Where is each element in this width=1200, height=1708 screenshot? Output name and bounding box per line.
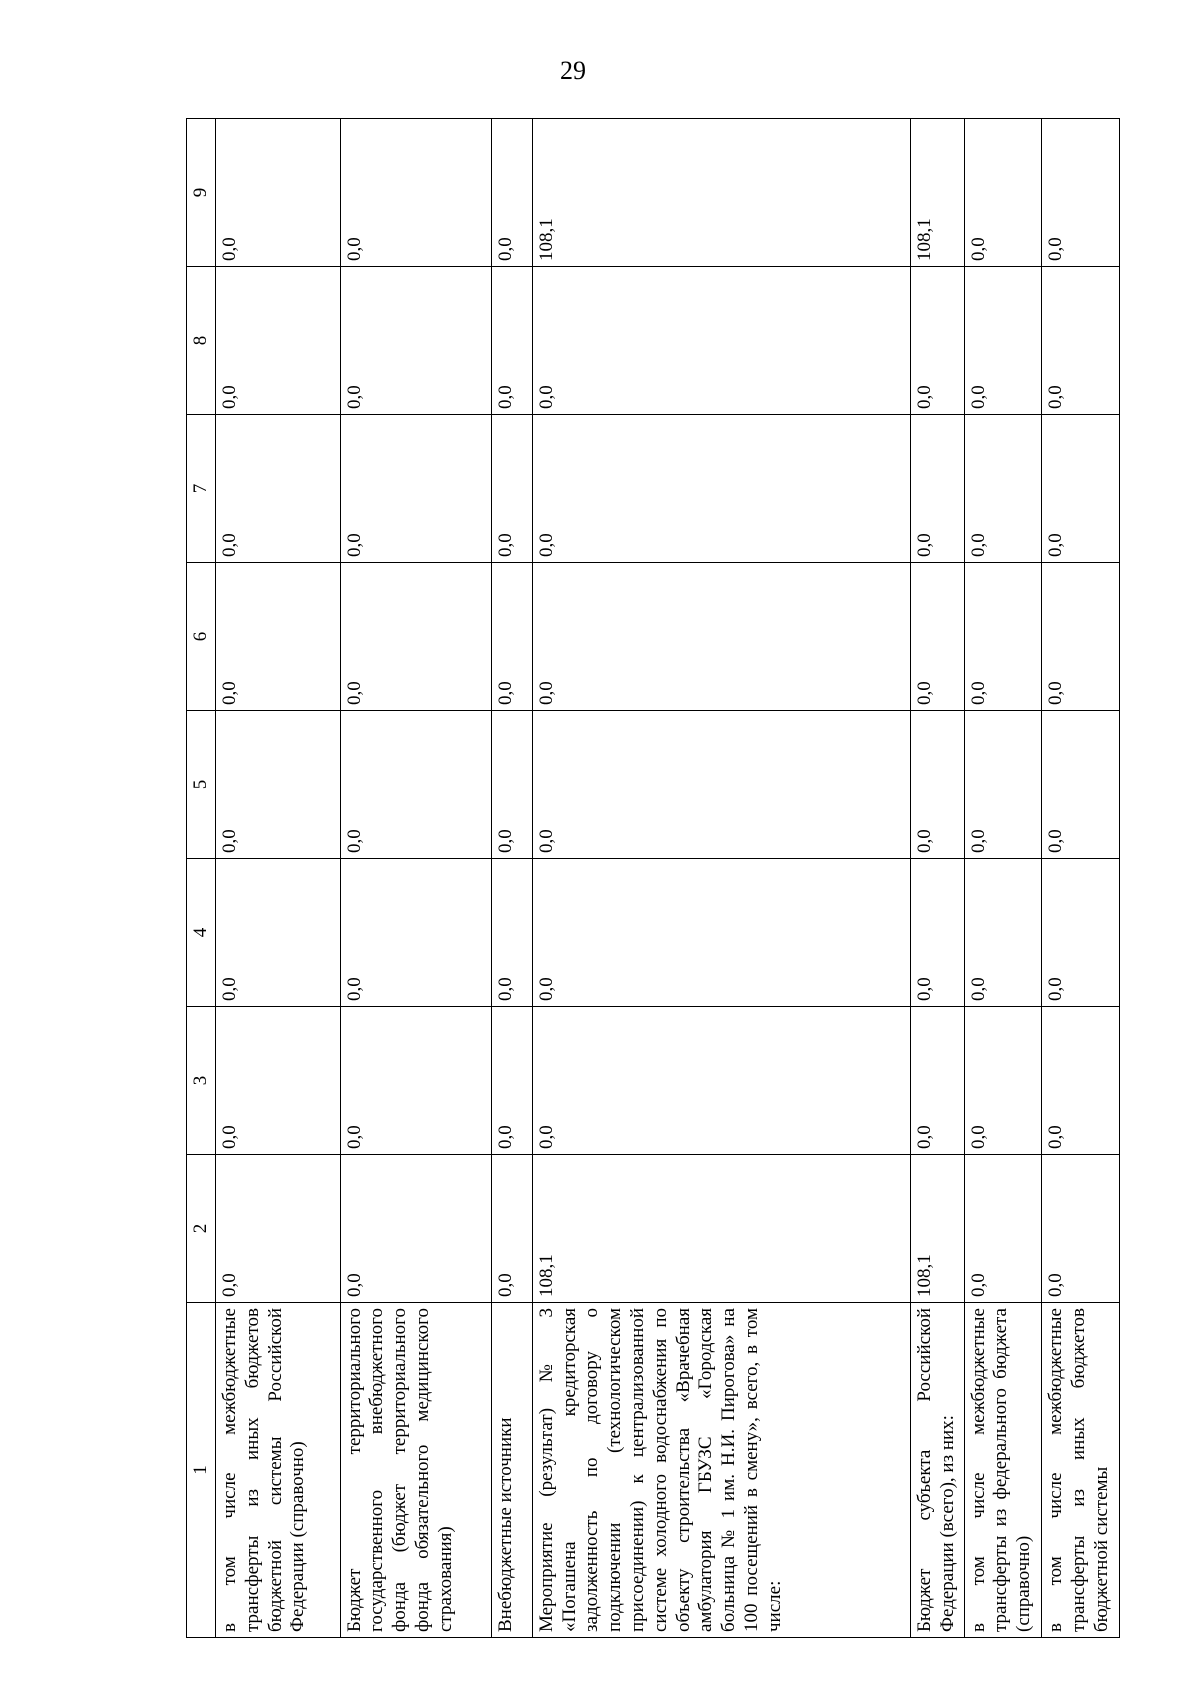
table-row [910,119,964,1638]
table-cell: 0,0 [964,415,1042,563]
table-row [491,119,532,1638]
table-row [340,119,491,1638]
row-label: Мероприятие (результат) № 3 «Погашена кредиторская задолженность по договору о подключении (технологическом присоединении) к централизованной системе холодного водоснабжения по объекту строительства «Врачебная амбулатория ГБУЗС «Городская больница № 1 им. Н.И. Пирогова» на 100 посещений в смену», всего, в том числе: [532,1303,910,1638]
column-header: 3 [187,1007,216,1155]
table-cell: 0,0 [491,1007,532,1155]
table-cell: 0,0 [340,1155,491,1303]
table-cell: 0,0 [1042,711,1120,859]
table-cell: 108,1 [532,1155,910,1303]
table-cell: 0,0 [1042,1155,1120,1303]
table-cell: 0,0 [964,267,1042,415]
table-cell: 0,0 [964,1155,1042,1303]
table-cell: 0,0 [964,563,1042,711]
table-cell: 0,0 [532,711,910,859]
table-cell: 0,0 [491,1155,532,1303]
table-cell: 0,0 [216,119,341,267]
table-cell: 0,0 [491,415,532,563]
table-cell: 0,0 [216,1007,341,1155]
table-cell: 0,0 [1042,267,1120,415]
table-cell: 0,0 [532,859,910,1007]
page-number: 29 [560,56,586,85]
table-cell: 0,0 [532,415,910,563]
table-cell: 0,0 [491,563,532,711]
column-header: 1 [187,1303,216,1638]
column-header: 9 [187,119,216,267]
table-cell: 0,0 [1042,859,1120,1007]
row-label: в том числе межбюджетные трансферты из иных бюджетов бюджетной системы [1042,1303,1120,1638]
table-cell: 108,1 [532,119,910,267]
column-header: 4 [187,859,216,1007]
table-cell: 0,0 [1042,119,1120,267]
table-cell: 0,0 [216,267,341,415]
table-cell: 0,0 [964,711,1042,859]
table-cell: 0,0 [910,1007,964,1155]
table-cell: 0,0 [1042,415,1120,563]
table-cell: 0,0 [532,1007,910,1155]
column-header: 8 [187,267,216,415]
row-label: Бюджет территориального государственного внебюджетного фонда (бюджет территориального фонда обязательного медицинского страхования) [340,1303,491,1638]
table-cell: 0,0 [532,267,910,415]
table-row [532,119,910,1638]
table-cell: 0,0 [340,711,491,859]
table-cell: 0,0 [964,1007,1042,1155]
row-label: в том числе межбюджетные трансферты из иных бюджетов бюджетной системы Российской Федерации (справочно) [216,1303,341,1638]
table-cell: 0,0 [910,859,964,1007]
table-cell: 0,0 [340,859,491,1007]
table-cell: 0,0 [340,1007,491,1155]
table-cell: 0,0 [216,859,341,1007]
table-cell: 108,1 [910,1155,964,1303]
rotated-table-area [186,118,1120,1638]
table-cell: 0,0 [216,415,341,563]
table-cell: 0,0 [340,119,491,267]
budget-table [186,118,1120,1638]
table-cell: 0,0 [340,267,491,415]
table-cell: 0,0 [964,859,1042,1007]
table-cell: 0,0 [491,119,532,267]
table-cell: 0,0 [340,563,491,711]
table-cell: 0,0 [910,267,964,415]
table-cell: 0,0 [340,415,491,563]
table-cell: 0,0 [910,415,964,563]
table-cell: 0,0 [964,119,1042,267]
table-cell: 0,0 [491,267,532,415]
column-header: 5 [187,711,216,859]
table-cell: 0,0 [1042,1007,1120,1155]
table-cell: 0,0 [910,563,964,711]
row-label: Внебюджетные источники [491,1303,532,1638]
table-row [964,119,1042,1638]
table-cell: 0,0 [491,859,532,1007]
table-row [1042,119,1120,1638]
column-header: 2 [187,1155,216,1303]
table-cell: 0,0 [491,711,532,859]
table-cell: 0,0 [216,1155,341,1303]
table-cell: 0,0 [216,711,341,859]
column-header: 7 [187,415,216,563]
table-cell: 0,0 [216,563,341,711]
table-cell: 108,1 [910,119,964,267]
table-cell: 0,0 [910,711,964,859]
table-header-row [187,119,216,1638]
table-cell: 0,0 [1042,563,1120,711]
table-cell: 0,0 [532,563,910,711]
row-label: в том числе межбюджетные трансферты из федерального бюджета (справочно) [964,1303,1042,1638]
column-header: 6 [187,563,216,711]
row-label: Бюджет субъекта Российской Федерации (всего), из них: [910,1303,964,1638]
table-row [216,119,341,1638]
